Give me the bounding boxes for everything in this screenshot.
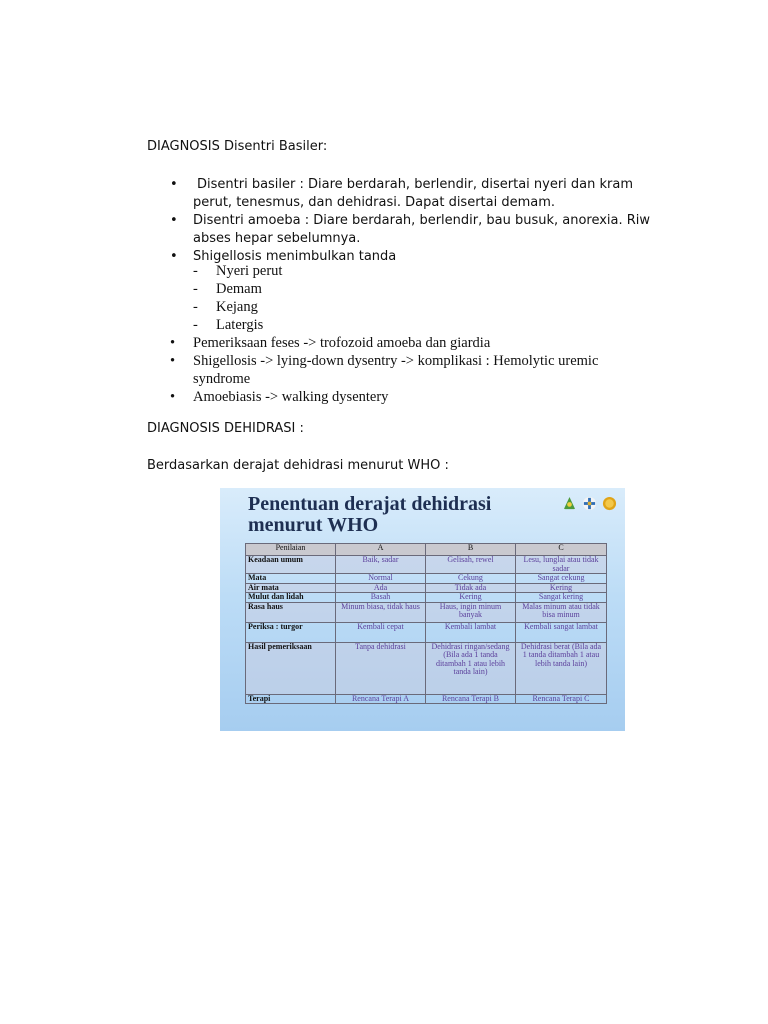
slide-logos <box>562 496 617 511</box>
table-header: C <box>516 544 607 556</box>
diagnosis-bullet-list <box>170 334 640 406</box>
bullet-icon: • <box>170 353 176 369</box>
list-item: • Pemeriksaan feses -> trofozoid amoeba dan giardia <box>170 335 491 351</box>
list-item: - Demam <box>193 281 262 297</box>
slide-title: Penentuan derajat dehidrasi menurut WHO <box>248 493 492 536</box>
bullet-icon: • <box>170 213 178 228</box>
list-item: • Disentri basiler : Diare berdarah, berlendir, disertai nyeri dan kram perut, tenesmus, dan dehidrasi. Dapat disertai demam. <box>170 177 634 210</box>
list-item: • Shigellosis -> lying-down dysentry -> komplikasi : Hemolytic uremic syndrome <box>170 353 599 387</box>
table-row: Terapi Rencana Terapi A Rencana Terapi B Rencana Terapi C <box>246 694 607 704</box>
section-subheading: Berdasarkan derajat dehidrasi menurut WHO : <box>147 458 449 473</box>
table-header-row <box>246 544 607 556</box>
list-item: - Kejang <box>193 299 258 315</box>
table-row: Rasa haus Minum biasa, tidak haus Haus, ingin minum banyak Malas minum atau tidak bisa minum <box>246 602 607 622</box>
section-heading-dehidrasi: DIAGNOSIS DEHIDRASI : <box>147 421 304 436</box>
disentri-bullet-list <box>170 176 670 266</box>
leaf-logo-icon <box>562 496 577 511</box>
seal-logo-icon <box>602 496 617 511</box>
table-row: Mulut dan lidah Basah Kering Sangat kering <box>246 593 607 603</box>
bullet-icon: • <box>170 249 178 264</box>
table-row: Air mata Ada Tidak ada Kering <box>246 583 607 593</box>
table-row: Hasil pemeriksaan Tanpa dehidrasi Dehidrasi ringan/sedang (Bila ada 1 tanda ditambah 1 atau lebih tanda lain) Dehidrasi berat (Bila ada 1 tanda ditambah 1 atau lebih tanda lain) <box>246 642 607 694</box>
list-item: • Amoebiasis -> walking dysentery <box>170 389 389 405</box>
table-header: B <box>426 544 516 556</box>
bullet-icon: • <box>170 335 176 351</box>
table-row: Mata Normal Cekung Sangat cekung <box>246 574 607 584</box>
shigellosis-sign-list <box>193 262 493 334</box>
medical-cross-logo-icon <box>582 496 597 511</box>
list-item: - Latergis <box>193 317 264 333</box>
table-header: Penilaian <box>246 544 336 556</box>
list-item: - Nyeri perut <box>193 263 283 279</box>
list-item: • Shigellosis menimbulkan tanda <box>170 249 397 264</box>
table-row: Periksa : turgor Kembali cepat Kembali lambat Kembali sangat lambat <box>246 622 607 642</box>
bullet-icon: • <box>170 389 176 405</box>
list-item: • Disentri amoeba : Diare berdarah, berlendir, bau busuk, anorexia. Riw abses hepar sebelumnya. <box>170 213 651 246</box>
bullet-icon: • <box>170 177 178 192</box>
table-header: A <box>336 544 426 556</box>
dehydration-table <box>245 543 607 704</box>
who-dehydration-slide <box>220 488 625 731</box>
section-heading-disentri: DIAGNOSIS Disentri Basiler: <box>147 139 328 154</box>
table-row: Keadaan umum Baik, sadar Gelisah, rewel Lesu, lunglai atau tidak sadar <box>246 556 607 574</box>
